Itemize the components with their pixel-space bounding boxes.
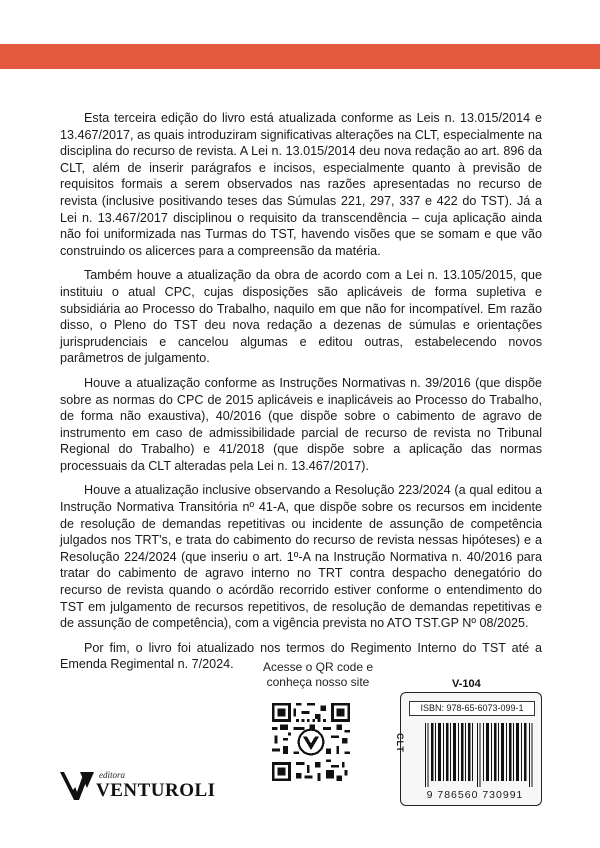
qr-caption-line1: Acesse o QR code e: [262, 660, 374, 674]
publisher-name: VENTUROLI: [96, 780, 216, 801]
barcode-icon: [423, 723, 535, 787]
isbn-label: ISBN: 978-65-6073-099-1: [409, 701, 535, 716]
publisher-prefix: editora: [99, 770, 125, 780]
top-color-band: [0, 44, 600, 69]
paragraph-2: Também houve a atualização da obra de acordo com a Lei n. 13.105/2015, que instituiu o atual CPC, cujas disposições são aplicáveis de forma supletiva e subsidiária ao Processo do Trabalho, naquilo em que não for incompatível. Em razão disso, o Pleno do TST deu nova redação a dezenas de súmulas e orientações jurisprudenciais e cancelou algumas e editou outras, estabelecendo novos parâmetros de julgamento.: [60, 268, 542, 366]
volume-code: V-104: [452, 678, 481, 690]
paragraph-3: Houve a atualização conforme as Instruções Normativas n. 39/2016 (que dispõe sobre as normas do CPC de 2015 aplicáveis e inaplicáveis ao Processo do Trabalho, de forma não exaustiva), 40/2016 (que dispõe sobre o cabimento de agravo de instrumento em caso de admissibilidade parcial de recurso de revista no Tribunal Regional do Trabalho) e 41/2018 (que dispõe sobre a aplicação das normas processuais da CLT alteradas pela Lei n. 13.467/2017).: [60, 375, 542, 473]
category-tag: CLT: [395, 733, 405, 753]
barcode-box: [395, 692, 542, 806]
qr-code-icon[interactable]: [272, 703, 350, 781]
isbn-digits: 9 786560 730991: [426, 789, 524, 801]
qr-caption-line2: conheça nosso site: [266, 675, 370, 689]
qr-caption: [258, 660, 378, 690]
back-cover-text: [60, 110, 542, 681]
paragraph-4: Houve a atualização inclusive observando a Resolução 223/2024 (a qual editou a Instrução Normativa Transitória nº 41-A, que dispõe sobre os recursos em incidente de resolução de demandas repetitivas ou incidente de assunção de competência julgados nos TRT's, e trata do cabimento do recurso de revista nessas hipóteses) e a Resolução 224/2024 (que inseriu o art. 1º-A na Instrução Normativa n. 40/2016 para tratar do cabimento de agravo interno no TRT contra despacho denegatório do recurso de revista quando o acórdão recorrido estiver conforme o entendimento do TST em julgamento de recursos repetitivos, de resolução de demandas repetitivas e de assunção de competência), com a vigência prevista no ATO TST.GP Nº 08/2025.: [60, 483, 542, 631]
paragraph-5: Por fim, o livro foi atualizado nos termos do Regimento Interno do TST até a Emenda Regimental n. 7/2024.: [60, 640, 542, 672]
paragraph-1: Esta terceira edição do livro está atualizada conforme as Leis n. 13.015/2014 e 13.467/2017, as quais introduziram significativas alterações na CLT, especialmente na disciplina do recurso de revista. A Lei n. 13.015/2014 deu nova redação ao art. 896 da CLT, além de inserir parágrafos e incisos, especialmente quanto à previsão de requisitos formais a serem observados nas razões apresentadas no recurso de revista (inclusive positivando teses das Súmulas 221, 297, 337 e 422 do TST). Já a Lei n. 13.467/2017 disciplinou o requisito da transcendência – cuja aplicação ainda não foi uniformizada nas Turmas do TST, havendo visões que se somam e que vão construindo os alicerces para a compreensão da matéria.: [60, 111, 542, 258]
